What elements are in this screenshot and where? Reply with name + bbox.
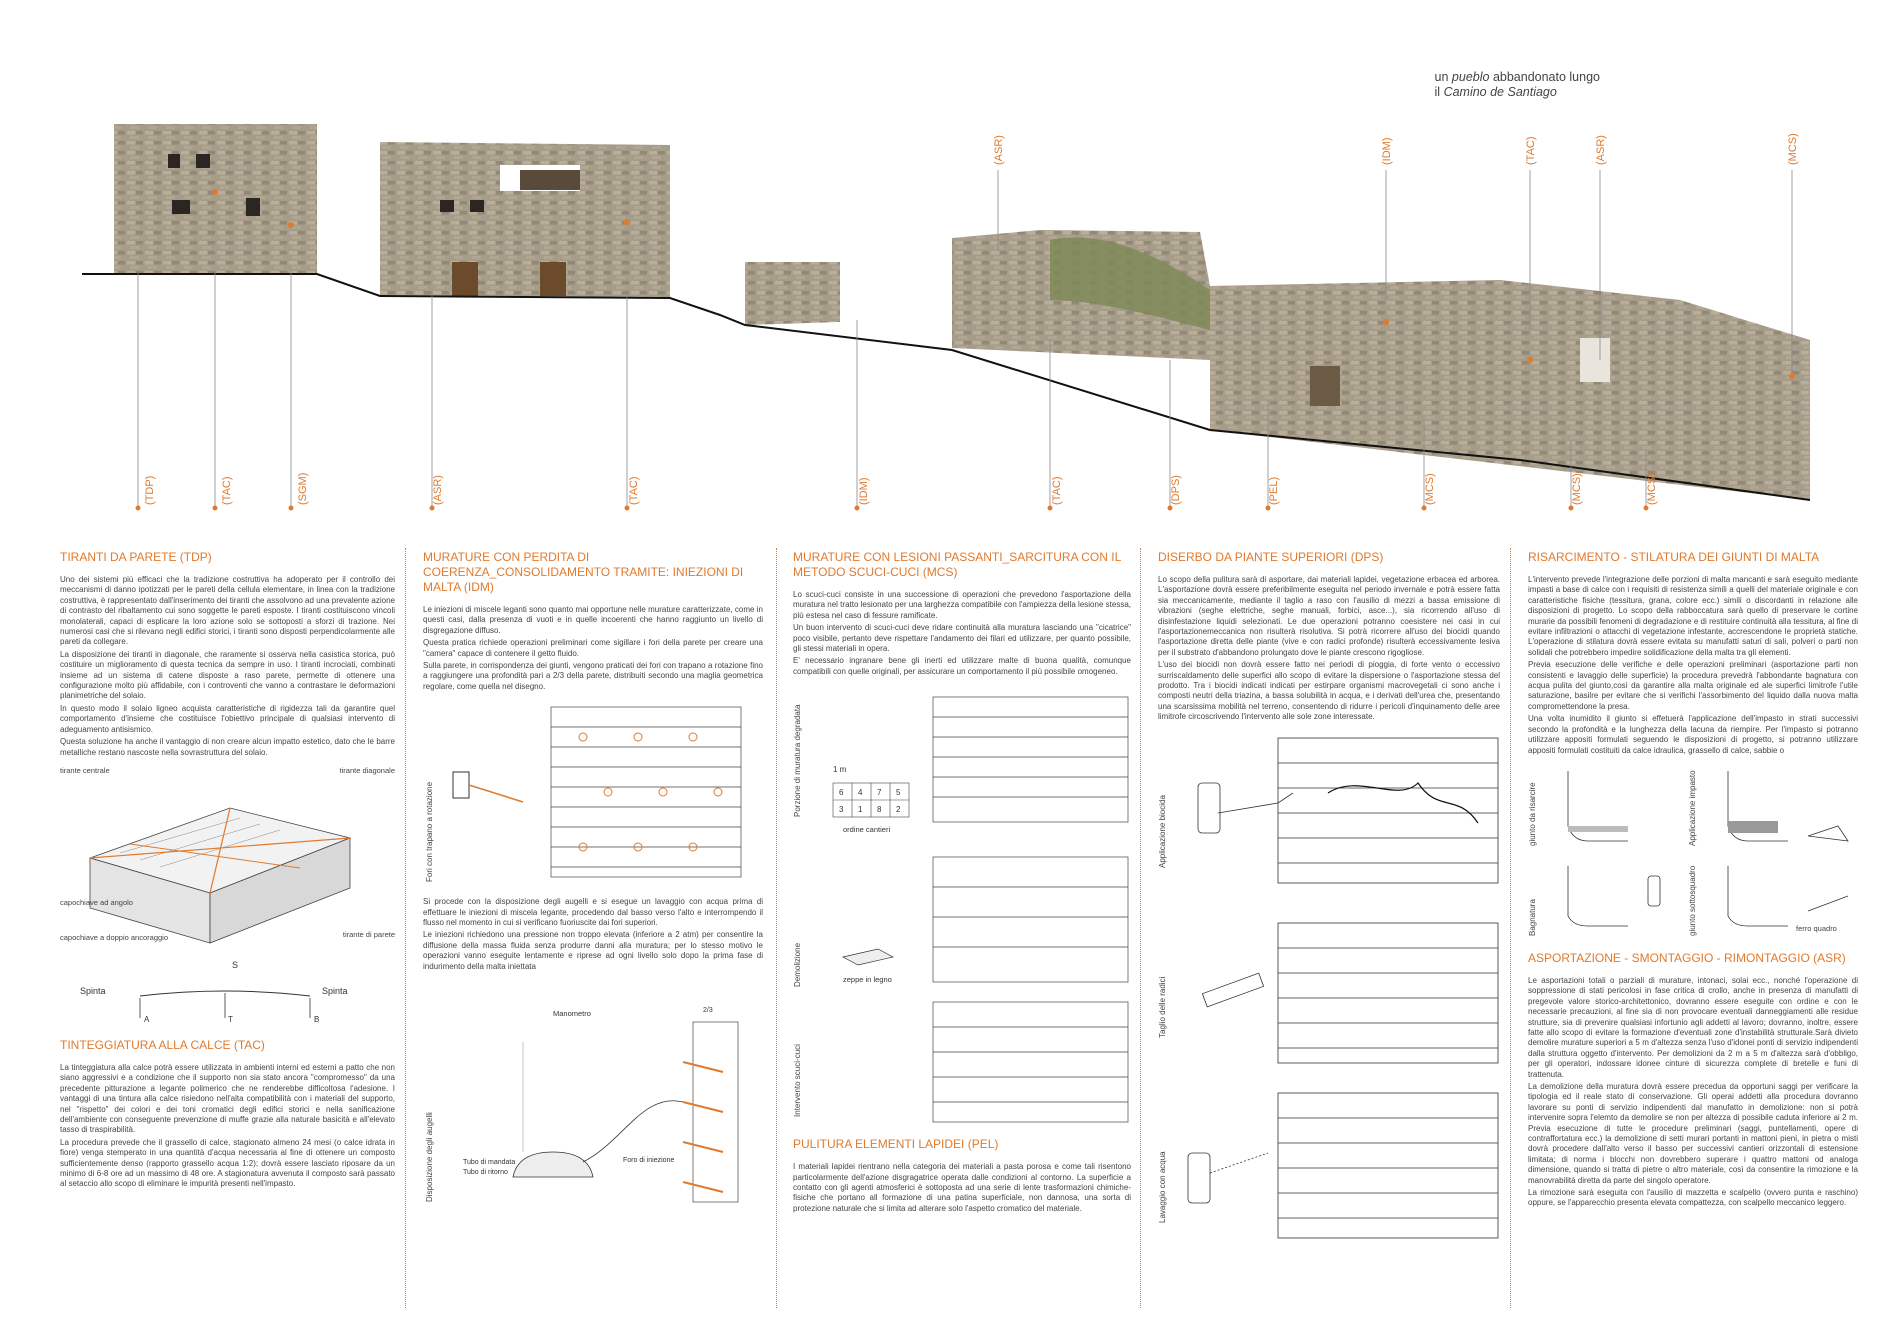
svg-text:2: 2 xyxy=(896,805,901,815)
svg-text:ordine cantieri: ordine cantieri xyxy=(843,825,891,835)
fig-label: capochiave a doppio ancoraggio xyxy=(60,932,168,942)
svg-text:5: 5 xyxy=(896,788,901,798)
svg-text:3: 3 xyxy=(839,805,844,815)
paragraph: Questa soluzione ha anche il vantaggio di non creare alcun impatto estetico, dato che le barre metalliche restano nascoste nella sovrastruttura del solaio. xyxy=(60,737,395,757)
label-mcs: (MCS) xyxy=(1424,473,1436,505)
drill-icon xyxy=(453,772,523,802)
paragraph: Un buon intervento di scuci-cuci deve ridare continuità alla muratura lasciando una "cicatrice" poco visibile, pertanto deve rispettare l'andamento dei filari ed utilizzare, per quanto possibile, gli stessi materiali in opera. xyxy=(793,623,1131,654)
svg-text:1 m: 1 m xyxy=(833,765,847,775)
paragraph: Questa pratica richiede operazioni preliminari come sigillare i fori della parete per creare una "camera" capace di contenere il getto fluido. xyxy=(423,638,763,658)
column-separator xyxy=(1140,548,1141,1308)
label-idm-top: (IDM) xyxy=(1381,137,1393,165)
fig-label: Disposizione degli augelli xyxy=(425,1112,434,1203)
section-title-asr: ASPORTAZIONE - SMONTAGGIO - RIMONTAGGIO (ASR) xyxy=(1528,950,1846,965)
svg-text:Manometro: Manometro xyxy=(553,1009,591,1019)
beam-right: Spinta xyxy=(322,985,348,996)
svg-text:Tubo di ritorno: Tubo di ritorno xyxy=(463,1169,508,1177)
column-separator xyxy=(776,548,777,1308)
label-tac-top: (TAC) xyxy=(1525,136,1537,165)
section-title-dps: DISERBO DA PIANTE SUPERIORI (DPS) xyxy=(1158,550,1384,564)
fig-label: capochiave ad angolo xyxy=(60,897,133,907)
paragraph: La disposizione dei tiranti in diagonale, che raramente si osserva nella casistica storica, può costituire un miglioramento di questa tecnica da sempre in uso. I tiranti incrociati, combinati insieme ad un sistema di catene disposte a raso parete, permette di ottenere una configurazione molto più affidabile, con i controventi che vanno a contrastare le deformazioni planimetriche del solaio. xyxy=(60,649,395,701)
paragraph: Si procede con la disposizione degli augelli e si esegue un lavaggio con acqua prima di effettuare le iniezioni di miscela legante, procedendo dal basso verso l'alto e interrompendo il flusso nel momento in cui si verificano fuoriuscite dai fori superiori. xyxy=(423,897,763,928)
paragraph: In questo modo il solaio ligneo acquista caratteristiche di rigidezza tali da garantire quel comportamento d'insieme che costituisce l'obiettivo principale di qualsiasi intervento di adeguamento antisismico. xyxy=(60,703,395,734)
fig-label: Porzione di muratura degradata xyxy=(793,704,802,818)
svg-text:1: 1 xyxy=(858,805,863,815)
fig-label: Intervento scuci-cuci xyxy=(793,1044,802,1118)
fig-label: tirante diagonale xyxy=(339,765,395,775)
svg-text:Foro di iniezione: Foro di iniezione xyxy=(623,1157,675,1165)
paragraph: La rimozione sarà eseguita con l'ausilio di mazzetta e scalpello (ovvero punta e raschino) oppure, se l'apparecchio presenta elevata compattezza, con scalpello meccanico leggero. xyxy=(1528,1188,1858,1208)
facade-5 xyxy=(1210,280,1810,500)
section-title-idm: MURATURE CON PERDITA DI COERENZA_CONSOLIDAMENTO TRAMITE: INIEZIONI DI MALTA (IDM) xyxy=(423,550,744,594)
label-asr: (ASR) xyxy=(432,475,444,505)
fig-label: ferro quadro xyxy=(1796,923,1837,933)
column-tdp-tac xyxy=(60,550,395,1310)
label-idm: (IDM) xyxy=(858,477,870,505)
fig-label: giunto da risarcire xyxy=(1528,782,1537,846)
svg-text:A: A xyxy=(144,1014,150,1024)
column-mcs-pel xyxy=(793,550,1131,1310)
paragraph: E' necessario ingranare bene gli inerti ed utilizzare malte di buona qualità, comunque compatibili con quelle originali, per assicurare un comportamento il più possibile omogeneo. xyxy=(793,656,1131,676)
label-tac: (TAC) xyxy=(1051,476,1063,505)
building-elevation xyxy=(0,0,1900,520)
label-tac: (TAC) xyxy=(628,476,640,505)
svg-text:8: 8 xyxy=(877,805,882,815)
fig-label: tirante centrale xyxy=(60,765,110,775)
fig-label: Demolizione xyxy=(793,943,802,988)
paragraph: L'uso dei biocidi non dovrà essere fatto nei periodi di pioggia, di forte vento o eccessivo surriscaldamento delle superfici allo scopo di evitare la dispersione o l'asportazione stessa del prodotto. Tra i biocidi indicati indicati per estirpare organismi macrovegetali ci sono anche i composti neutri della triazina, a bassa solubilità in acqua, e i derivati dell'urea che, presentando una scarsissima mobilità nel terreno, consentendo di ridurre i pericoli d'inquinamento delle aree limitrofe circoscrivendo l'intervento alle sole zone interessate. xyxy=(1158,660,1500,722)
section-title-tac: TINTEGGIATURA ALLA CALCE (TAC) xyxy=(60,1037,265,1052)
section-title-mcs: MURATURE CON LESIONI PASSANTI_SARCITURA CON IL METODO SCUCI-CUCI (MCS) xyxy=(793,550,1121,579)
section-title-risarcimento: RISARCIMENTO - STILATURA DEI GIUNTI DI MALTA xyxy=(1528,550,1820,564)
paragraph: Le iniezioni richiedono una pressione non troppo elevata (inferiore a 2 atm) per consentire la diffusione della massa fluida senza produrre danni alla muratura; per lo stesso motivo le operazioni vanno eseguite lentamente e riprese ad ogni livello solo dopo la prima fase di indurimento della malta iniettata xyxy=(423,930,763,971)
paragraph: La procedura prevede che il grassello di calce, stagionato almeno 24 mesi (o calce idrata in fiore) venga stemperato in una quantità d'acqua necessaria al fine di ottenere un composto sufficientemente denso (rapporto grassello acqua 1:2); dovrà essere lasciato riposare da un minimo di 6-8 ore ad un massimo di 48 ore. A stagionatura avvenuta il composto sarà passato al setaccio allo scopo di eliminare le impurità presenti nell'impasto. xyxy=(60,1137,395,1189)
paragraph: Lo scopo della pulitura sarà di asportare, dai materiali lapidei, vegetazione erbacea ed arborea. L'asportazione dovrà essere preferibilmente eseguita nel periodo invernale e potrà essere fatta sia meccanicamente, mediante il taglio a raso con l'ausilio di mezzi a bassa emissione di vibrazioni (seghe elettriche, seghe manuali, forbici, asce...), sia ricorrendo all'uso di disinfestazione liquidi selezionati. Le due operazioni potranno coesistere nei casi in cui l'asportazionemeccanica non risulterà risolutiva. Si potrà ricorrere all'uso dei biocidi quando l'asportazione diretta delle piante (vive e con radici profonde) risulterà eccessivamente lesiva per il substrato d'abbandono prolungato dove le piante crescono rigogliose. xyxy=(1158,575,1500,657)
fig-label: tirante di parete xyxy=(342,929,395,939)
section-title-pel: PULITURA ELEMENTI LAPIDEI (PEL) xyxy=(793,1137,999,1152)
fig-label: Lavaggio con acqua xyxy=(1158,1151,1167,1223)
fig-label: Taglio delle radici xyxy=(1158,976,1167,1038)
label-sgm: (SGM) xyxy=(297,472,309,505)
sprayer-icon xyxy=(1198,783,1220,833)
column-idm xyxy=(423,550,763,1310)
column-separator xyxy=(405,548,406,1308)
masonry-pattern xyxy=(551,707,741,877)
paragraph: Le asportazioni totali o parziali di murature, intonaci, solai ecc., nonché l'operazione di soppressione di stati pericolosi in fase critica di crollo, anche in presenza di manufatti di pregevole valore storico-architettonico, dovranno essere eseguite con ordine e con le necessarie precauzioni, al fine sia di non provocare eventuali danneggiamenti alle residue strutture, sia di prevenire qualsiasi infortunio agli addetti al lavoro; dovranno, inoltre, essere fatte allo scopo di evitare la formazione d'eventuali zone d'instabilità strutturale.Sarà diviеto demolire murature superiori a 5 m d'altezza senza l'uso d'idonei ponti di servizio indipendenti dalla struttura oggetto d'intervento. Per demolizioni da 2 m a 5 m d'altezza sarà d'obbligo, per gli operatori, indossare idonee cinture di sicurezza complete di bretelle e funi di trattenuta. xyxy=(1528,975,1858,1079)
facade-3 xyxy=(745,262,840,325)
fig-label: Applicazione impasto xyxy=(1688,770,1697,846)
label-mcs: (MCS) xyxy=(1571,473,1583,505)
beam-left: Spinta xyxy=(80,985,106,996)
beam-s: S xyxy=(232,959,239,970)
label-pel: (PEL) xyxy=(1268,476,1280,505)
svg-text:B: B xyxy=(314,1014,320,1024)
sheet-caption: un pueblo abbandonato lungo il Camino de Santiago xyxy=(1434,70,1600,99)
scuci-cuci-figure xyxy=(793,687,1131,1127)
paragraph: I materiali lapidei rientrano nella categoria dei materiali a pasta porosa e come tali risentono particolarmente dell'azione disgragatrice operata dalle condizioni al contorno. La superficie a contatto con gli agenti atmosferici è sottoposta ad una serie di lente trasformazioni chimiche-fisiche che portano all formazione di una patina superficiale, non dannosa, una sorta di protezione naturale che si limita ad alterare solo l'aspetto cromatico del materiale. xyxy=(793,1162,1131,1213)
paragraph: Sulla parete, in corrispondenza dei giunti, vengono praticati dei fori con trapano a rotazione fino a raggiungere una profondità pari a 2/3 della parete, distribuiti secondo una maglia geometrica regolare, come quella nel disegno. xyxy=(423,661,763,691)
joint-repair-figure xyxy=(1528,766,1858,941)
tie-rod-axonometric xyxy=(60,765,395,948)
drilling-figure xyxy=(423,702,763,887)
svg-text:2/3: 2/3 xyxy=(703,1007,713,1015)
fig-label: Fori con trapano a rotazione xyxy=(425,782,434,883)
paragraph: La tinteggiatura alla calce potrà essere utilizzata in ambienti interni ed esterni a patto che non siano aggressivi e a condizione che il supporto non sia stato ancora "compromesso" da una precedente pitturazione a legante polimerico che ne renderebbe difficoltosa l'adesione. I vantaggi di una tintura alla calce risiedono nell'alta compatibilità con i materiali del supporto, nel "rispetto" dei colori e dei toni cromatici degli edifici storici e nella sanificazione dell'ambiente con conseguente prevenzione di muffe grazie alla naturale basicità e all'elevato tasso di traspirabilità. xyxy=(60,1062,395,1135)
paragraph: Le iniezioni di miscele leganti sono quanto mai opportune nelle murature caratterizzate, come in questi casi, dalla presenza di vuoti e in quelle incoerenti che hanno raggiunto un livello di disgregazione diffuso. xyxy=(423,605,763,635)
svg-text:4: 4 xyxy=(858,788,863,798)
fig-label: Bagnatura xyxy=(1528,898,1537,936)
column-dps xyxy=(1158,550,1500,1310)
injection-figure xyxy=(423,1002,763,1207)
paragraph: La demolizione della muratura dovrà essere precedua da opportuni saggi per verificare la tipologia ed il reale stato di conservazione. Gli operai addetti alla procedura dovranno lavorare su ponti di servizio indipendenti dal manufatto in demolizione: non si potrà intervenire sopra l'elemto da demolire se non per altezza di possibile caduta inferiore ai 2 m. Previa esecuzione di tutte le procedure preliminari (saggi, puntellamenti, opere di contraffortatura ecc.) la demolizione di setti murari portanti in mattoni pieni, in pietra o misti dovrà procedere dall'alto verso il basso per successivi cantieri orizzontali di estensione limitata; di norma i blocchi non dovrebbero superare i quattro mattoni od analoga dimensione, quando si tratta di pietre o altro materiale, così da consentire la rimozione e la manovrabilità diretta da parte del singolo operatore. xyxy=(1528,1081,1858,1185)
paragraph: Previa esecuzione delle verifiche e delle operazioni preliminari (asportazione parti non consistenti e lavaggio delle superficie) la procedura prevedrà l'abbondante bagnatura con acqua pulita del giunto,così da garantire alla malta originale ed ale superfici limitrofe l'utile saturazione, basilre per evitare che si verifichi l'assorbimento del liquido dalla nuova malta compromettendone la presa. xyxy=(1528,660,1858,711)
weeding-figure xyxy=(1158,733,1500,1243)
label-tdp: (TDP) xyxy=(144,475,156,505)
section-title-tdp: TIRANTI DA PARETE (TDP) xyxy=(60,550,212,564)
arch-thrust-diagram xyxy=(60,958,395,1028)
svg-text:zeppe in legno: zeppe in legno xyxy=(843,975,892,985)
paragraph: Uno dei sistemi più efficaci che la tradizione costruttiva ha adoperato per il controllo dei meccanismi di danno ipotizzati per le pareti della cellula elementare, in linea con la tradizione costruttiva, è rappresentato dall'inserimento dei tiranti che assolvono ad una prevalente azione di contrasto del ribaltamento cui sono soggette le pareti esposte. I tiranti costituiscono vincoli monolaterali, capaci di esplicare la loro azione solo se sottoposti a sforzi di trazione. Nei numerosi casi che si rilevano negli edifici storici, i tiranti sono disposti perpendicolarmente alle pareti da collegare. xyxy=(60,575,395,647)
label-asr-top: (ASR) xyxy=(993,135,1005,165)
label-mcs: (MCS) xyxy=(1646,473,1658,505)
column-separator xyxy=(1510,548,1511,1308)
facade-1 xyxy=(114,124,317,274)
label-tac: (TAC) xyxy=(221,476,233,505)
svg-text:T: T xyxy=(228,1014,233,1024)
column-sgm-asr xyxy=(1528,550,1858,1310)
label-asr-top: (ASR) xyxy=(1595,135,1607,165)
svg-text:6: 6 xyxy=(839,788,844,798)
label-dps: (DPS) xyxy=(1170,475,1182,505)
label-mcs-top: (MCS) xyxy=(1787,133,1799,165)
paragraph: Una volta inumidito il giunto si effetuerà l'applicazione dell'impasto in strati successivi secondo la profondità e la lunghezza della lacuna da riempire. Per l'impasto si potranno utilizzare appositi formulati seguendo le disposizioni di progetto, si potranno utilizzare appositi formulati costituiti da calce idraulica, grassello di calce, sabbie o xyxy=(1528,714,1858,755)
fig-label: giunto sottosquadro xyxy=(1688,865,1697,936)
paragraph: L'intervento prevede l'integrazione delle porzioni di malta mancanti e sarà eseguito mediante impasti a base di calce con i requisiti di resistenza simili a quelli del materiale originale e con caratteristiche fisiche (tessitura, grana, colore ecc.) simili o discordanti in relazione alle disposizioni di progetto. Lo scopo della rabboccatura sarà quello di preservare le cortine murarie da possibili fenomeni di degradazione e di restituire continuità alla tessitura, al fine di evitare infiltrazioni o attacchi di vegetazione infestante, accrescendone le proprietà statiche. L'operazione di stilatura dovrà essere evitata su manufatti saturi di sali, polveri o parti non solidali che potrebbero impedire solidificazione della malta tra gli elementi. xyxy=(1528,575,1858,657)
svg-text:Tubo di mandata: Tubo di mandata xyxy=(463,1159,516,1167)
paragraph: Lo scuci-cuci consiste in una successione di operazioni che prevedono l'asportazione della muratura nel tratto lesionato per una larghezza compatibile con l'ampiezza della lesione stessa, più estesa nel caso di fessure ramificate. xyxy=(793,590,1131,620)
fig-label: Applicazione biocida xyxy=(1158,794,1167,868)
svg-text:7: 7 xyxy=(877,788,882,798)
